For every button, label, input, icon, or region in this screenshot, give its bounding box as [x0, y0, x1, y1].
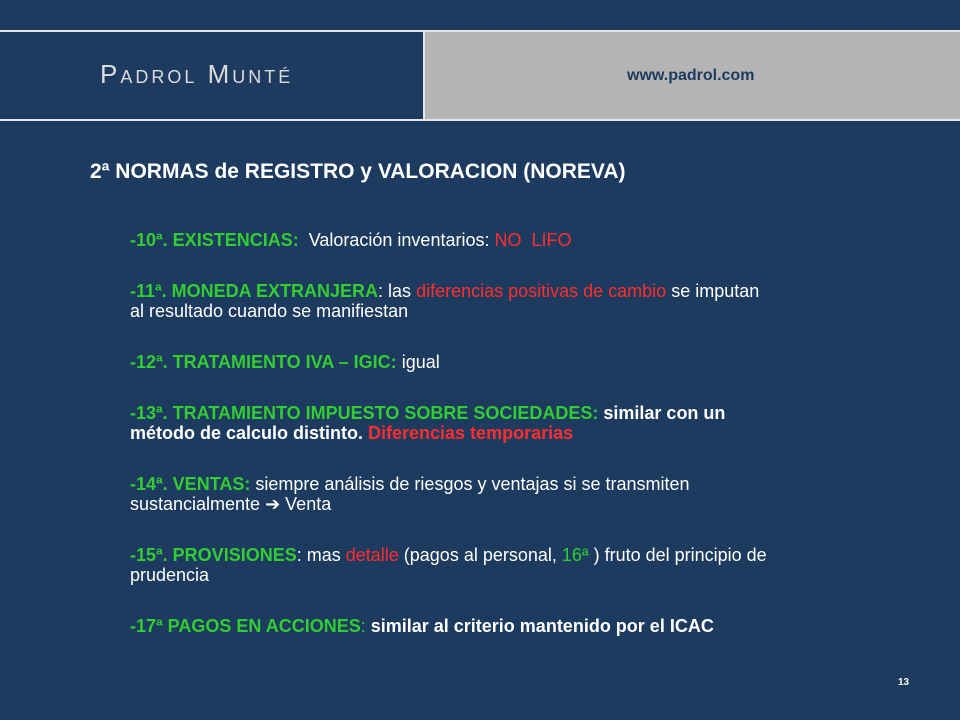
norma-line [130, 281, 930, 301]
header-bottom-rule [0, 119, 960, 121]
norma-item [130, 474, 930, 514]
norma-line [130, 545, 930, 565]
norma-item [130, 545, 930, 585]
logo-area [0, 32, 423, 119]
body-text: sustancialmente [130, 494, 266, 514]
highlight-text: diferencias positivas de cambio [416, 281, 667, 301]
norma-list [130, 230, 930, 667]
norma-label: -12ª. TRATAMIENTO IVA – IGIC: [130, 352, 397, 372]
norma-item [130, 403, 930, 443]
norma-item [130, 352, 930, 372]
norma-item [130, 616, 930, 636]
norma-label: -17ª PAGOS EN ACCIONES [130, 616, 361, 636]
body-text: (pagos al personal, [398, 545, 562, 565]
norma-line [130, 230, 930, 250]
norma-label: -13ª. TRATAMIENTO IMPUESTO SOBRE SOCIEDADES: [130, 403, 599, 423]
norma-label: : [360, 616, 371, 636]
body-text: prudencia [130, 565, 210, 585]
norma-line [130, 403, 930, 423]
norma-line [130, 301, 930, 321]
body-text: : las [378, 281, 417, 301]
body-text: Valoración inventarios: [298, 230, 495, 250]
body-text: Venta [280, 494, 332, 514]
norma-line [130, 423, 930, 443]
body-text: igual [396, 352, 440, 372]
slide-header [0, 32, 960, 119]
body-text: similar al criterio mantenido por el ICAC [370, 616, 714, 636]
body-text: siempre análisis de riesgos y ventajas si se transmiten [250, 474, 690, 494]
body-text: ) fruto del principio de [588, 545, 767, 565]
norma-item [130, 230, 930, 250]
norma-label: -14ª. VENTAS: [130, 474, 251, 494]
highlight-text: NO LIFO [494, 230, 572, 250]
page-number: 13 [898, 677, 910, 688]
body-text: al resultado cuando se manifiestan [130, 301, 409, 321]
body-text: método de calculo distinto. [130, 423, 364, 443]
norma-label: -11ª. MONEDA EXTRANJERA [130, 281, 379, 301]
norma-line [130, 616, 930, 636]
company-logo: Padrol Munté [100, 59, 294, 89]
highlight-text: detalle [345, 545, 399, 565]
norma-line [130, 565, 930, 585]
highlight-text: Diferencias temporarias [363, 423, 574, 443]
website-url: www.padrol.com [627, 67, 755, 84]
right-arrow-icon: ➔ [265, 494, 281, 515]
body-text: se imputan [666, 281, 760, 301]
norma-label: 16ª [561, 545, 589, 565]
body-text: : mas [296, 545, 346, 565]
norma-label: -10ª. EXISTENCIAS: [130, 230, 299, 250]
url-box [425, 32, 960, 119]
norma-line [130, 494, 930, 514]
norma-item [130, 281, 930, 321]
norma-line [130, 474, 930, 494]
norma-line [130, 352, 930, 372]
slide-title: 2ª NORMAS de REGISTRO y VALORACION (NOREVA) [90, 160, 626, 183]
norma-label: -15ª. PROVISIONES [130, 545, 297, 565]
body-text: similar con un [598, 403, 726, 423]
